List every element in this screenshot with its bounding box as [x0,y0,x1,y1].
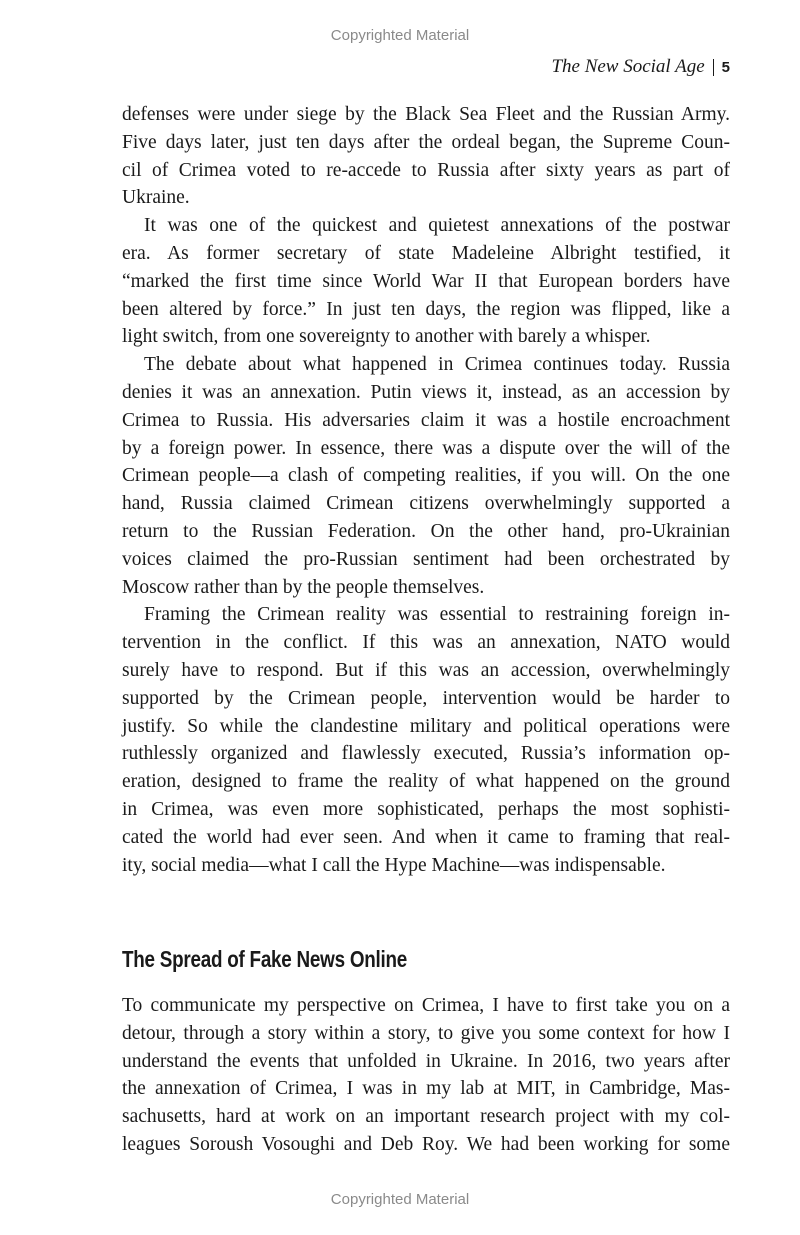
text-line: detour, through a story within a story, to give you some context for how I [122,1022,730,1044]
body-text-top [122,101,730,879]
page-number: 5 [721,58,730,76]
text-line: Crimean people—a clash of competing realities, if you will. On the one [122,465,730,487]
text-line: eration, designed to frame the reality of what happened on the ground [122,771,730,793]
paragraph [122,351,730,601]
text-line: “marked the first time since World War II that European borders have [122,270,730,292]
text-line: justify. So while the clandestine military and political operations were [122,715,730,737]
copyright-notice-top: Copyrighted Material [330,27,470,44]
text-line: tervention in the conflict. If this was an annexation, NATO would [122,632,730,654]
copyright-notice-bottom: Copyrighted Material [330,1191,470,1208]
paragraph [122,992,730,1159]
text-line: Moscow rather than by the people themselves. [122,576,485,598]
paragraph [122,601,730,879]
body-text-bottom [122,992,730,1159]
paragraph [122,101,730,212]
text-line: been altered by force.” In just ten days, the region was flipped, like a [122,298,730,320]
text-line: The debate about what happened in Crimea continues today. Russia [144,354,730,376]
text-line: It was one of the quickest and quietest annexations of the postwar [144,215,730,237]
text-line: To communicate my perspective on Crimea, I have to first take you on a [122,995,730,1016]
text-line: light switch, from one sovereignty to another with barely a whisper. [122,326,651,348]
text-line: the annexation of Crimea, I was in my lab at MIT, in Cambridge, Mas- [122,1078,730,1100]
text-line: cil of Crimea voted to re-accede to Russia after sixty years as part of [122,159,730,181]
text-line: sachusetts, hard at work on an important research project with my col- [122,1106,730,1128]
paragraph [122,212,730,351]
running-head [551,56,730,78]
text-line: defenses were under siege by the Black Sea Fleet and the Russian Army. [122,104,730,125]
text-line: voices claimed the pro-Russian sentiment had been orchestrated by [122,548,730,570]
running-head-divider [713,59,714,76]
text-line: ity, social media—what I call the Hype Machine—was indispensable. [122,854,666,876]
text-line: by a foreign power. In essence, there was a dispute over the will of the [122,437,730,459]
running-head-title: The New Social Age [551,56,705,77]
text-line: return to the Russian Federation. On the other hand, pro-Ukrainian [122,520,730,542]
section-heading: The Spread of Fake News Online [122,946,408,972]
text-line: surely have to respond. But if this was an accession, overwhelmingly [122,659,730,681]
text-line: denies it was an annexation. Putin views it, instead, as an accession by [122,381,730,403]
text-line: leagues Soroush Vosoughi and Deb Roy. We had been working for some [122,1133,730,1155]
text-line: supported by the Crimean people, intervention would be harder to [122,687,730,709]
text-line: hand, Russia claimed Crimean citizens overwhelmingly supported a [122,493,730,515]
text-line: in Crimea, was even more sophisticated, perhaps the most sophisti- [122,798,730,820]
text-line: Framing the Crimean reality was essential to restraining foreign in- [144,604,730,626]
text-line: Crimea to Russia. His adversaries claim it was a hostile encroachment [122,409,730,431]
text-line: cated the world had ever seen. And when it came to framing that real- [122,826,730,848]
text-line: understand the events that unfolded in Ukraine. In 2016, two years after [122,1050,730,1072]
text-line: Five days later, just ten days after the ordeal began, the Supreme Coun- [122,131,730,153]
text-line: ruthlessly organized and flawlessly executed, Russia’s information op- [122,743,730,765]
text-line: Ukraine. [122,187,190,209]
text-line: era. As former secretary of state Madeleine Albright testified, it [122,242,730,264]
